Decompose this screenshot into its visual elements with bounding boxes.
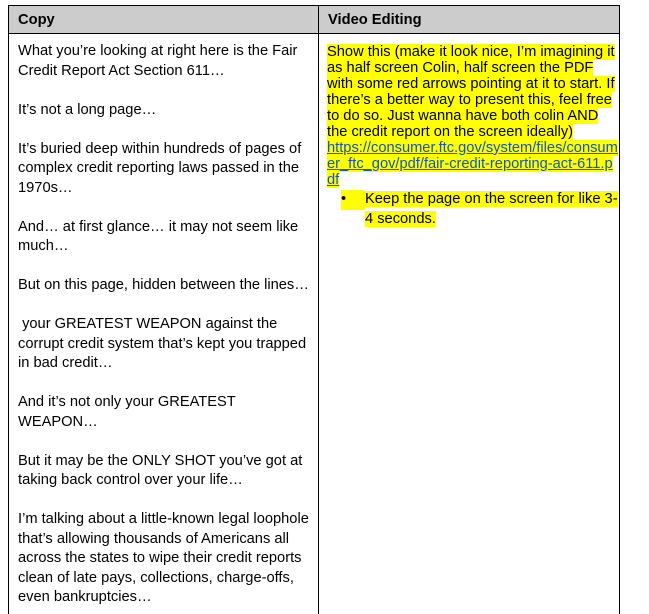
copy-paragraph: And… at first glance… it may not seem like much… <box>18 218 303 254</box>
copy-paragraph: I’m talking about a little-known legal loophole that’s allowing thousands of Americans all across the states to wipe their credit reports clean of late pays, collections, charge-offs, even bankruptcies… <box>18 511 313 605</box>
copy-paragraph: But on this page, hidden between the lines… <box>18 277 309 293</box>
video-link-line <box>327 140 618 188</box>
copy-paragraph: It’s buried deep within hundreds of pages of complex credit reporting laws passed in the 1970s… <box>18 140 306 196</box>
highlighted-bullet-text: Keep the page on the screen for like 3-4 seconds. <box>365 191 618 227</box>
ftc-pdf-link[interactable]: https://consumer.ftc.gov/system/files/consumer_ftc_gov/pdf/fair-credit-reporting-act-611.pdf <box>327 140 618 188</box>
video-bullet-list <box>327 190 618 229</box>
copy-paragraph: It’s not a long page… <box>18 101 157 118</box>
copy-cell[interactable] <box>9 34 319 614</box>
highlighted-note: Show this (make it look nice, I’m imagining it as half screen Colin, half screen the PDF with some red arrows pointing at it to start. If there’s a better way to present this, feel free to do so. Just wanna have both colin AND the credit report on the screen ideally) <box>327 44 615 140</box>
copy-column-header <box>9 6 319 33</box>
copy-paragraph: your GREATEST WEAPON against the corrupt credit system that’s kept you trapped in bad credit… <box>18 316 311 371</box>
copy-paragraph: What you’re looking at right here is the Fair Credit Report Act Section 611… <box>18 43 302 79</box>
video-editing-cell[interactable] <box>319 34 619 614</box>
video-editing-column-header <box>319 6 619 33</box>
list-item <box>327 190 618 229</box>
table-body-row <box>9 34 619 614</box>
video-note-paragraph <box>327 44 618 140</box>
script-table <box>8 5 620 614</box>
copy-paragraph: But it may be the ONLY SHOT you’ve got at taking back control over your life… <box>18 452 307 488</box>
copy-header-label: Copy <box>18 11 55 28</box>
table-header-row <box>9 6 619 34</box>
bullet-icon: • <box>341 190 365 210</box>
video-editing-header-label: Video Editing <box>328 11 422 28</box>
copy-paragraph: And it’s not only your GREATEST WEAPON… <box>18 394 240 430</box>
